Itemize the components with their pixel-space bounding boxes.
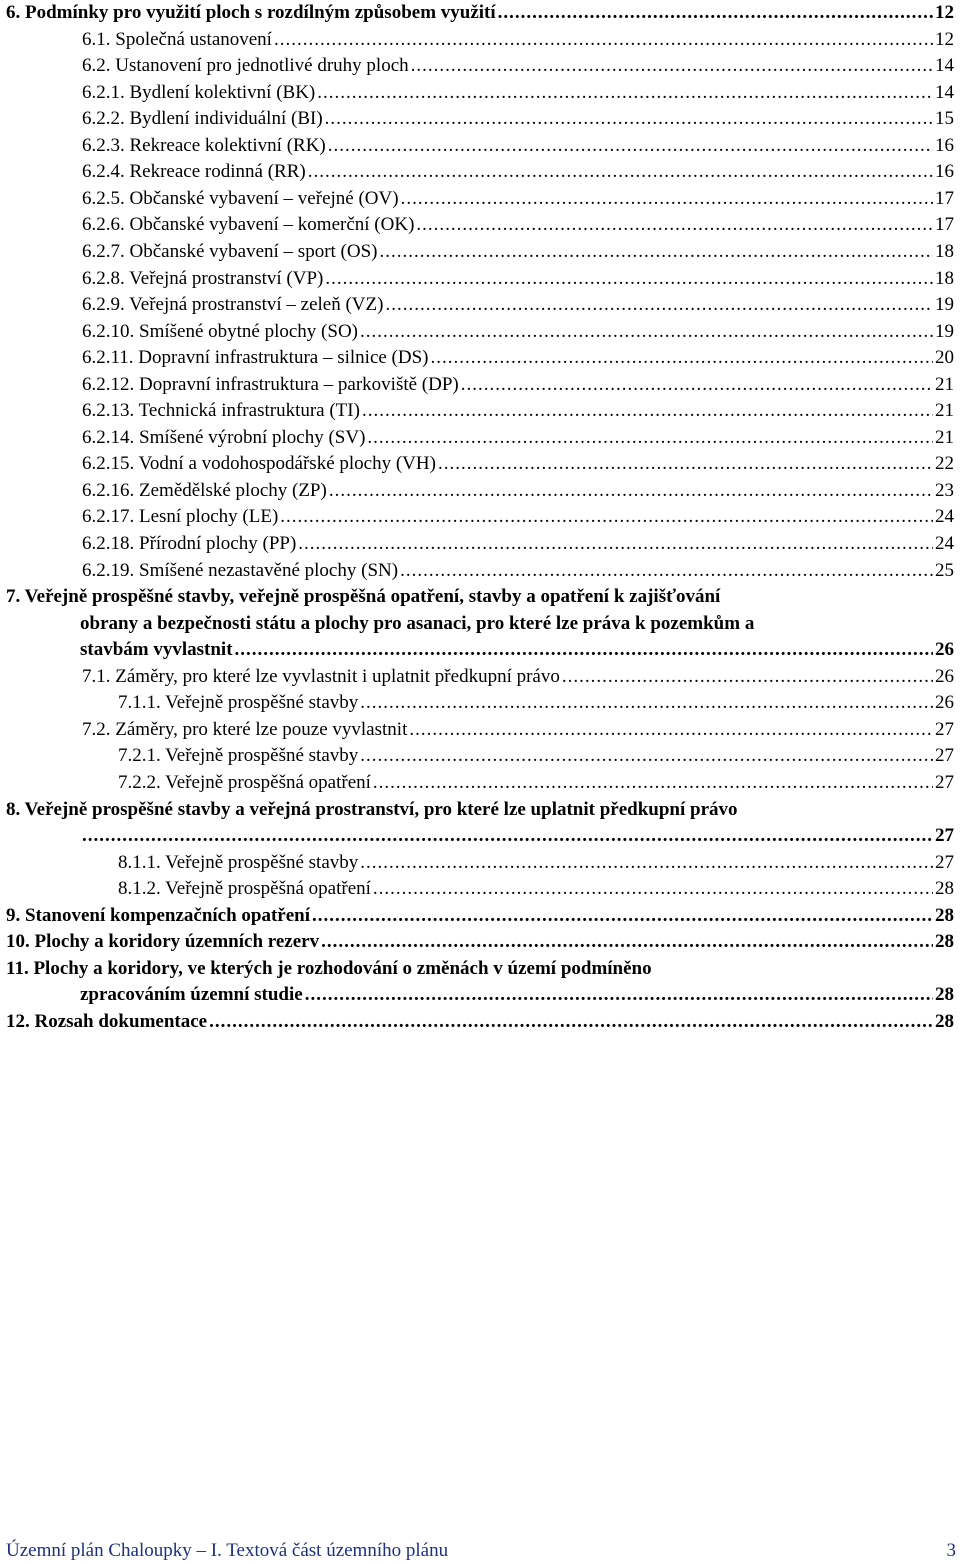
- toc-dot-leader: [431, 345, 934, 371]
- toc-heading-line[interactable]: obrany a bezpečnosti státu a plochy pro asanaci, pro které lze práva k pozemkům a: [80, 612, 755, 634]
- toc-entry-title: 6.2.7. Občanské vybavení – sport (OS): [82, 240, 378, 262]
- toc-page-number: 27: [935, 851, 954, 873]
- toc-page-number: 12: [935, 2, 954, 23]
- toc-heading-continuation[interactable]: [80, 982, 954, 1008]
- toc-page-number: 27: [935, 745, 954, 767]
- toc-dot-leader: [280, 504, 933, 530]
- toc-entry[interactable]: [118, 690, 954, 716]
- toc-heading[interactable]: [6, 0, 954, 26]
- toc-entry-title: 6.2.6. Občanské vybavení – komerční (OK): [82, 214, 415, 236]
- toc-entry-title: 6.2.15. Vodní a vodohospodářské plochy (VH): [82, 453, 436, 475]
- toc-heading-line[interactable]: 8. Veřejně prospěšné stavby a veřejná prostranství, pro které lze uplatnit předkupní právo: [6, 798, 738, 820]
- toc-dot-leader: [498, 0, 933, 26]
- toc-entry-title: 6.2.19. Smíšené nezastavěné plochy (SN): [82, 559, 399, 581]
- toc-entry[interactable]: [82, 266, 954, 292]
- toc-dot-leader: [274, 27, 933, 53]
- toc-entry-title: 8.1.1. Veřejně prospěšné stavby: [118, 851, 359, 873]
- toc-page-number: 28: [935, 1010, 954, 1032]
- toc-entry-title: 6.2.17. Lesní plochy (LE): [82, 506, 279, 528]
- toc-entry-title: 6.2.8. Veřejná prostranství (VP): [82, 267, 324, 289]
- toc-entry-title: 6.2.12. Dopravní infrastruktura – parkoviště (DP): [82, 373, 459, 395]
- toc-dot-leader: [367, 425, 933, 451]
- toc-page-number: 28: [935, 931, 954, 953]
- toc-dot-leader: [235, 637, 933, 663]
- toc-entry[interactable]: [82, 558, 954, 584]
- toc-entry-title: 7.2.2. Veřejně prospěšná opatření: [118, 771, 371, 793]
- toc-entry-title: 6. Podmínky pro využití ploch s rozdílným způsobem využití: [6, 2, 496, 23]
- toc-entry[interactable]: [82, 133, 954, 159]
- toc-dot-leader: [362, 398, 933, 424]
- toc-entry[interactable]: [82, 319, 954, 345]
- toc-entry-title: 7.2. Záměry, pro které lze pouze vyvlastnit: [82, 718, 408, 740]
- toc-entry[interactable]: [82, 27, 954, 53]
- toc-dot-leader: [325, 106, 933, 132]
- toc-entry[interactable]: [82, 80, 954, 106]
- toc-dot-leader: [328, 133, 933, 159]
- toc-page-number: 18: [935, 240, 954, 262]
- toc-heading-line[interactable]: 11. Plochy a koridory, ve kterých je rozhodování o změnách v území podmíněno: [6, 957, 652, 979]
- page-footer: [6, 1540, 956, 1562]
- toc-entry[interactable]: [118, 876, 954, 902]
- toc-entry[interactable]: [82, 53, 954, 79]
- toc-page-number: 24: [935, 506, 954, 528]
- toc-page-number: 22: [935, 453, 954, 475]
- toc-dot-leader: [360, 690, 933, 716]
- toc-page-number: 20: [935, 347, 954, 369]
- toc-dot-leader: [380, 239, 933, 265]
- toc-entry[interactable]: [82, 451, 954, 477]
- toc-dot-leader: [461, 372, 933, 398]
- toc-page-number: 14: [935, 55, 954, 77]
- toc-page-number: 14: [935, 81, 954, 103]
- toc-page-number: 19: [935, 320, 954, 342]
- toc-entry[interactable]: [82, 664, 954, 690]
- toc-entry[interactable]: [82, 717, 954, 743]
- toc-entry-title: zpracováním územní studie: [80, 984, 303, 1006]
- toc-page-number: 21: [935, 400, 954, 422]
- toc-dot-leader: [401, 186, 933, 212]
- toc-dot-leader: [385, 292, 933, 318]
- toc-dot-leader: [321, 929, 933, 955]
- toc-entry-title: 6.1. Společná ustanovení: [82, 28, 272, 50]
- toc-dot-leader: [373, 876, 933, 902]
- toc-page-number: 16: [935, 161, 954, 183]
- toc-entry-title: 6.2.5. Občanské vybavení – veřejné (OV): [82, 187, 399, 209]
- toc-entry[interactable]: [82, 372, 954, 398]
- toc-page-number: 26: [935, 665, 954, 687]
- toc-entry-title: 7.1.1. Veřejně prospěšné stavby: [118, 692, 359, 714]
- toc-dot-leader: [82, 823, 933, 849]
- toc-heading-line[interactable]: 7. Veřejně prospěšné stavby, veřejně prospěšná opatření, stavby a opatření k zajišťování: [6, 586, 721, 608]
- toc-dot-leader: [317, 80, 933, 106]
- toc-heading[interactable]: [6, 903, 954, 929]
- toc-dot-leader: [360, 850, 933, 876]
- toc-page-number: 17: [935, 187, 954, 209]
- toc-entry-title: 6.2.14. Smíšené výrobní plochy (SV): [82, 426, 366, 448]
- toc-entry[interactable]: [118, 770, 954, 796]
- toc-entry-title: 10. Plochy a koridory územních rezerv: [6, 931, 320, 953]
- toc-page-number: 28: [935, 878, 954, 900]
- toc-entry[interactable]: [82, 106, 954, 132]
- toc-page-number: 28: [935, 904, 954, 926]
- toc-dot-leader: [411, 53, 933, 79]
- footer-page-number: 3: [946, 1540, 956, 1561]
- toc-dot-leader: [416, 212, 933, 238]
- toc-entry[interactable]: [82, 345, 954, 371]
- toc-heading-continuation[interactable]: [80, 823, 954, 849]
- toc-entry-title: 6.2.9. Veřejná prostranství – zeleň (VZ): [82, 294, 384, 316]
- toc-entry-title: 6.2.10. Smíšené obytné plochy (SO): [82, 320, 359, 342]
- toc-entry-title: 6.2.18. Přírodní plochy (PP): [82, 533, 297, 554]
- toc-dot-leader: [209, 1009, 933, 1035]
- toc-dot-leader: [562, 664, 933, 690]
- toc-dot-leader: [308, 159, 933, 185]
- toc-entry-title: 9. Stanovení kompenzačních opatření: [6, 904, 311, 926]
- toc-dot-leader: [360, 319, 933, 345]
- toc-entry-title: 6.2. Ustanovení pro jednotlivé druhy ploch: [82, 55, 409, 77]
- toc-page-number: 28: [935, 984, 954, 1006]
- toc-heading[interactable]: [6, 1009, 954, 1035]
- toc-dot-leader: [312, 903, 933, 929]
- toc-entry-title: 6.2.13. Technická infrastruktura (TI): [82, 400, 360, 422]
- toc-entry[interactable]: [82, 159, 954, 185]
- toc-entry[interactable]: [82, 186, 954, 212]
- toc-entry[interactable]: [82, 292, 954, 318]
- toc-entry[interactable]: [82, 398, 954, 424]
- toc-dot-leader: [305, 982, 933, 1008]
- toc-dot-leader: [438, 451, 933, 477]
- toc-entry[interactable]: [82, 239, 954, 265]
- toc-entry[interactable]: [82, 504, 954, 530]
- toc-page-number: 21: [935, 426, 954, 448]
- toc-page-number: 12: [935, 28, 954, 50]
- toc-page-number: 21: [935, 373, 954, 395]
- toc-dot-leader: [360, 743, 933, 769]
- toc-page-number: 27: [935, 771, 954, 793]
- toc-page-number: 15: [935, 108, 954, 130]
- toc-entry[interactable]: [82, 425, 954, 451]
- toc-page-number: 24: [935, 533, 954, 554]
- toc-entry-title: 6.2.4. Rekreace rodinná (RR): [82, 161, 306, 183]
- toc-page-number: 27: [935, 718, 954, 740]
- footer-document-title: Územní plán Chaloupky – I. Textová část územního plánu: [6, 1540, 449, 1561]
- toc-entry-title: 8.1.2. Veřejně prospěšná opatření: [118, 878, 371, 900]
- toc-entry-title: 6.2.11. Dopravní infrastruktura – silnice (DS): [82, 347, 429, 369]
- toc-heading-continuation[interactable]: [80, 637, 954, 663]
- toc-dot-leader: [298, 531, 933, 557]
- toc-entry[interactable]: [118, 850, 954, 876]
- toc-page-number: 26: [935, 692, 954, 714]
- toc-page-number: 25: [935, 559, 954, 581]
- toc-page-number: 27: [935, 825, 954, 847]
- toc-page-number: 23: [935, 479, 954, 501]
- toc-dot-leader: [373, 770, 933, 796]
- toc-entry-title: 6.2.3. Rekreace kolektivní (RK): [82, 134, 326, 156]
- toc-entry[interactable]: [82, 212, 954, 238]
- toc-entry-title: 6.2.1. Bydlení kolektivní (BK): [82, 81, 316, 103]
- toc-entry-title: stavbám vyvlastnit: [80, 639, 233, 661]
- toc-entry-title: 6.2.16. Zemědělské plochy (ZP): [82, 479, 327, 501]
- toc-entry[interactable]: [82, 478, 954, 504]
- toc-entry[interactable]: [82, 531, 954, 557]
- toc-entry-title: 6.2.2. Bydlení individuální (BI): [82, 108, 323, 130]
- toc-dot-leader: [409, 717, 933, 743]
- toc-entry[interactable]: [118, 743, 954, 769]
- toc-entry-title: 7.2.1. Veřejně prospěšné stavby: [118, 745, 359, 767]
- toc-page-number: 16: [935, 134, 954, 156]
- toc-page-number: 19: [935, 294, 954, 316]
- toc-heading[interactable]: [6, 929, 954, 955]
- toc-dot-leader: [329, 478, 933, 504]
- toc-entry-title: 7.1. Záměry, pro které lze vyvlastnit i uplatnit předkupní právo: [82, 665, 560, 687]
- toc-page-number: 18: [935, 267, 954, 289]
- toc-entry-title: 12. Rozsah dokumentace: [6, 1010, 208, 1032]
- toc-dot-leader: [325, 266, 933, 292]
- toc-dot-leader: [400, 558, 933, 584]
- toc-page-number: 26: [935, 639, 954, 661]
- toc-page-number: 17: [935, 214, 954, 236]
